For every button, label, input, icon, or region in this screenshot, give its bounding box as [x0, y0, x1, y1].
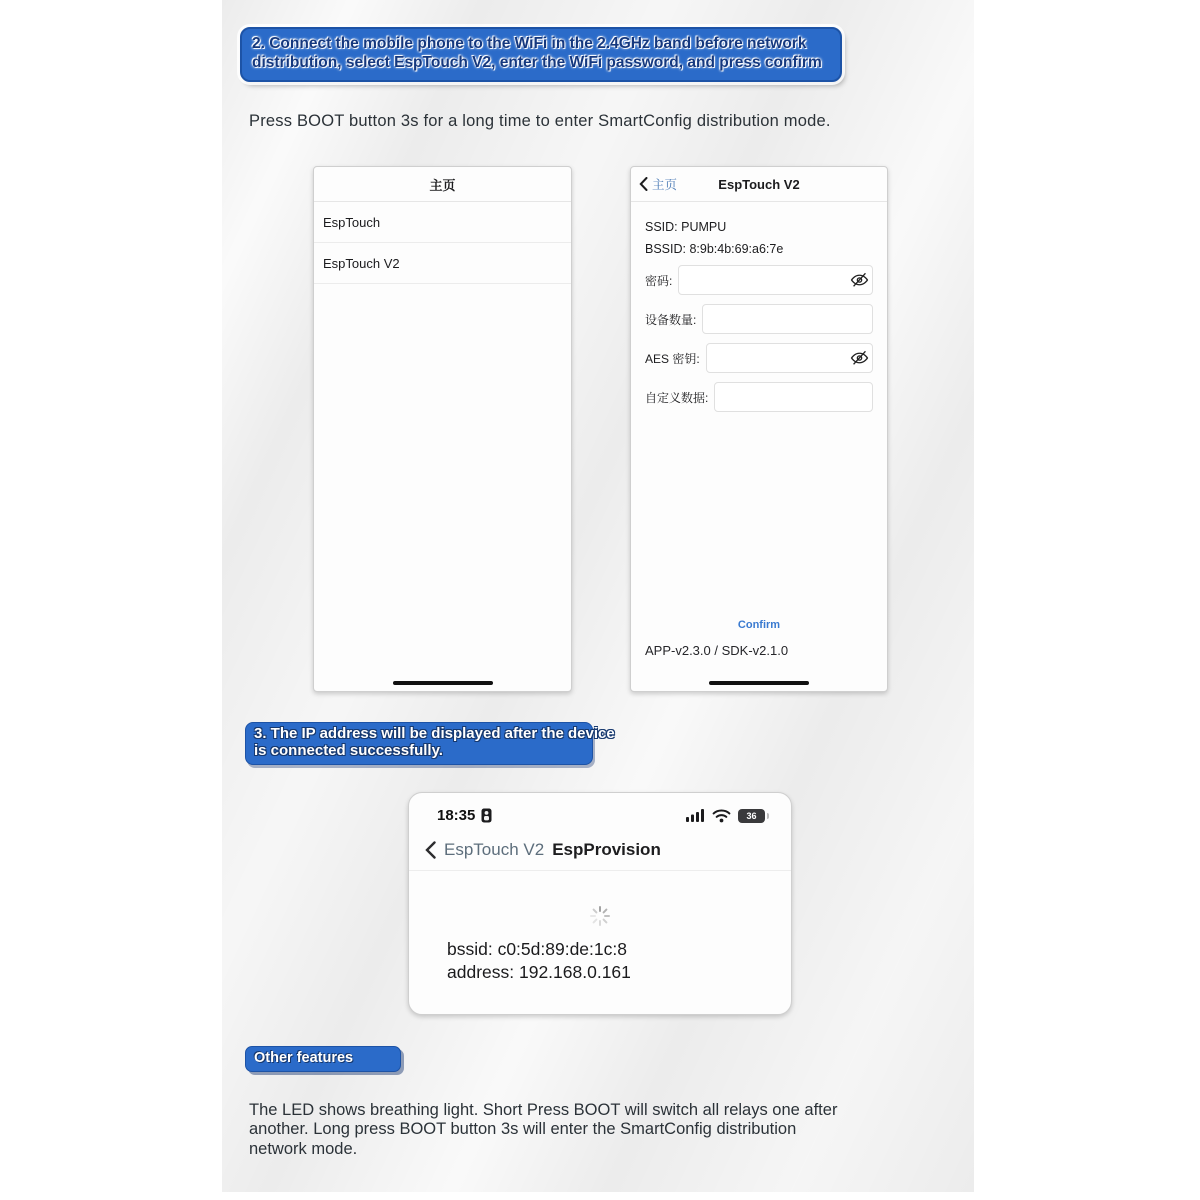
list-item-esptouch-v2[interactable]: EspTouch V2	[314, 243, 571, 284]
device-count-label: 设备数量:	[645, 312, 697, 327]
custom-data-row	[645, 382, 873, 412]
v2-back-label: 主页	[652, 178, 678, 192]
step3-banner-line1: 3. The IP address will be displayed after the device	[254, 725, 615, 742]
other-features-label: Other features	[254, 1050, 354, 1066]
custom-data-input[interactable]	[714, 382, 873, 412]
eye-off-icon[interactable]	[850, 271, 869, 290]
aes-key-input[interactable]	[706, 343, 873, 373]
bssid-text: BSSID: 8:9b:4b:69:a6:7e	[645, 242, 784, 256]
app-version-text: APP-v2.3.0 / SDK-v2.1.0	[645, 643, 789, 658]
step3-banner-line2: is connected successfully.	[254, 741, 443, 759]
status-bar	[409, 793, 791, 824]
footer-line1: The LED shows breathing light. Short Press BOOT will switch all relays one after	[249, 1101, 838, 1119]
footer-line3: network mode.	[249, 1139, 358, 1158]
provision-back-label[interactable]: EspTouch V2	[444, 840, 545, 859]
aes-key-label: AES 密钥:	[645, 351, 700, 366]
phone-screenshot-esptouch-v2	[630, 166, 888, 692]
cellular-signal-icon	[686, 809, 705, 822]
step2-banner-line2: distribution, select EspTouch V2, enter the WiFi password, and press confirm	[252, 54, 822, 72]
provision-bssid-text: bssid: c0:5d:89:de:1c:8	[447, 939, 627, 959]
step2-banner	[240, 27, 842, 82]
confirm-button[interactable]: Confirm	[737, 619, 781, 631]
v2-title: EspTouch V2	[718, 176, 800, 192]
custom-data-label: 自定义数据:	[645, 390, 709, 405]
home-title: 主页	[429, 177, 456, 193]
step2-banner-line1: 2. Connect the mobile phone to the WiFi in the 2.4GHz band before network	[252, 35, 807, 52]
password-label: 密码:	[645, 273, 673, 288]
back-chevron-icon	[639, 177, 648, 191]
battery-percent: 36	[746, 810, 757, 821]
footer-line2: another. Long press BOOT button 3s will enter the SmartConfig distribution	[249, 1120, 797, 1139]
footer-paragraph	[249, 1101, 837, 1159]
press-boot-text: Press BOOT button 3s for a long time to enter SmartConfig distribution mode.	[249, 112, 831, 130]
other-features-banner	[245, 1046, 401, 1072]
device-count-input[interactable]	[702, 304, 873, 334]
provision-address-text: address: 192.168.0.161	[447, 962, 631, 982]
phone-screenshot-provision	[408, 792, 792, 1015]
v2-nav-bar	[631, 167, 887, 202]
battery-icon	[738, 809, 765, 823]
status-misc-icon	[481, 808, 492, 823]
phone-screenshot-home	[313, 166, 572, 692]
eye-off-icon[interactable]	[850, 349, 869, 368]
list-item-esptouch[interactable]: EspTouch	[314, 202, 571, 243]
v2-back-button[interactable]	[639, 167, 677, 201]
provision-nav-bar	[409, 824, 791, 871]
home-indicator	[709, 681, 809, 685]
wifi-icon	[712, 809, 731, 823]
aes-key-row	[645, 343, 873, 373]
home-indicator	[393, 681, 493, 685]
ssid-text: SSID: PUMPU	[645, 220, 727, 234]
password-row	[645, 265, 873, 295]
loading-spinner-icon	[589, 905, 611, 927]
device-count-row	[645, 304, 873, 334]
password-input[interactable]	[678, 265, 873, 295]
provision-title: EspProvision	[552, 840, 661, 859]
back-chevron-icon[interactable]	[425, 841, 436, 859]
status-time: 18:35	[437, 807, 476, 824]
step3-banner	[245, 722, 615, 765]
home-nav-bar	[314, 167, 571, 202]
